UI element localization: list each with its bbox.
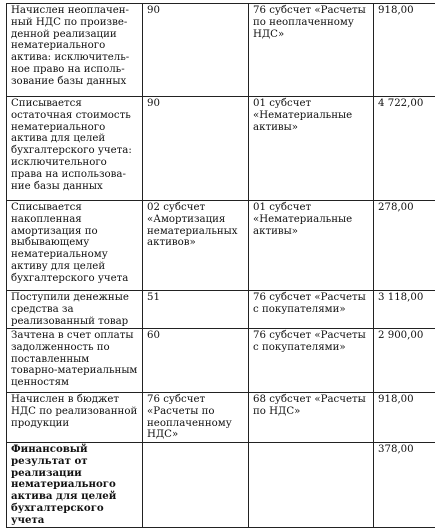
credit-account-cell — [249, 329, 374, 393]
credit-account-text: 01 субсчет «Нематериальные активы» — [253, 202, 370, 237]
amount-text: 3 118,00 — [378, 292, 435, 304]
table-row — [7, 443, 435, 528]
amount-text: 278,00 — [378, 202, 435, 214]
debit-account-cell — [143, 393, 249, 443]
credit-account-text: 76 субсчет «Расчеты по неоплаченному НДС» — [253, 5, 370, 40]
table-row — [7, 329, 435, 393]
debit-account-cell — [143, 4, 249, 97]
credit-account-cell — [249, 291, 374, 329]
credit-account-cell — [249, 443, 374, 528]
table-row — [7, 291, 435, 329]
amount-cell — [374, 393, 435, 443]
description-text: Финансовый результат от реализации нематериального актива для целей бухгалтерского учета — [11, 444, 139, 527]
ledger-body — [7, 4, 435, 528]
debit-account-cell — [143, 291, 249, 329]
debit-account-text: 02 субсчет «Амортизация нематериальных активов» — [147, 202, 245, 249]
amount-text: 2 900,00 — [378, 330, 435, 342]
amount-cell — [374, 291, 435, 329]
credit-account-cell — [249, 97, 374, 201]
description-cell — [7, 97, 143, 201]
credit-account-text: 01 субсчет «Нематериальные активы» — [253, 98, 370, 133]
debit-account-text: 51 — [147, 292, 245, 304]
description-text: Списывается накопленная амортизация по выбывающему нематериальному активу для целей бухгалтерского учета — [11, 202, 139, 285]
debit-account-cell — [143, 201, 249, 291]
description-cell — [7, 393, 143, 443]
debit-account-cell — [143, 329, 249, 393]
credit-account-text: 76 субсчет «Расчеты с покупателями» — [253, 330, 370, 354]
credit-account-text: 76 субсчет «Расчеты с покупателями» — [253, 292, 370, 316]
table-row — [7, 393, 435, 443]
ledger-table — [6, 3, 435, 528]
description-text: Начислен в бюджет НДС по реализованной продукции — [11, 394, 139, 429]
description-text: Списывается остаточная стоимость нематериального актива для целей бухгалтерского учета: исключительного права на использова- ние базы данных — [11, 98, 139, 192]
description-text: Начислен неоплачен- ный НДС по произве- денной реализации нематериального актива: исключитель- ное право на исполь- зование базы данных — [11, 5, 139, 88]
table-row — [7, 4, 435, 97]
amount-cell — [374, 443, 435, 528]
description-cell — [7, 201, 143, 291]
description-cell — [7, 4, 143, 97]
description-cell — [7, 291, 143, 329]
debit-account-text: 60 — [147, 330, 245, 342]
credit-account-text: 68 субсчет «Расчеты по НДС» — [253, 394, 370, 418]
debit-account-text: 76 субсчет «Расчеты по неоплаченному НДС» — [147, 394, 245, 441]
debit-account-text: 90 — [147, 5, 245, 17]
amount-cell — [374, 4, 435, 97]
amount-cell — [374, 201, 435, 291]
credit-account-cell — [249, 4, 374, 97]
amount-text: 378,00 — [378, 444, 435, 456]
credit-account-cell — [249, 393, 374, 443]
description-text: Поступили денежные средства за реализованный товар — [11, 292, 139, 327]
description-cell — [7, 443, 143, 528]
amount-cell — [374, 97, 435, 201]
table-row — [7, 201, 435, 291]
description-text: Зачтена в счет оплаты задолженность по поставленным товарно-материальным ценностям — [11, 330, 139, 389]
debit-account-cell — [143, 443, 249, 528]
credit-account-cell — [249, 201, 374, 291]
debit-account-text: 90 — [147, 98, 245, 110]
table-row — [7, 97, 435, 201]
amount-text: 918,00 — [378, 5, 435, 17]
amount-text: 4 722,00 — [378, 98, 435, 110]
description-cell — [7, 329, 143, 393]
amount-text: 918,00 — [378, 394, 435, 406]
debit-account-cell — [143, 97, 249, 201]
amount-cell — [374, 329, 435, 393]
